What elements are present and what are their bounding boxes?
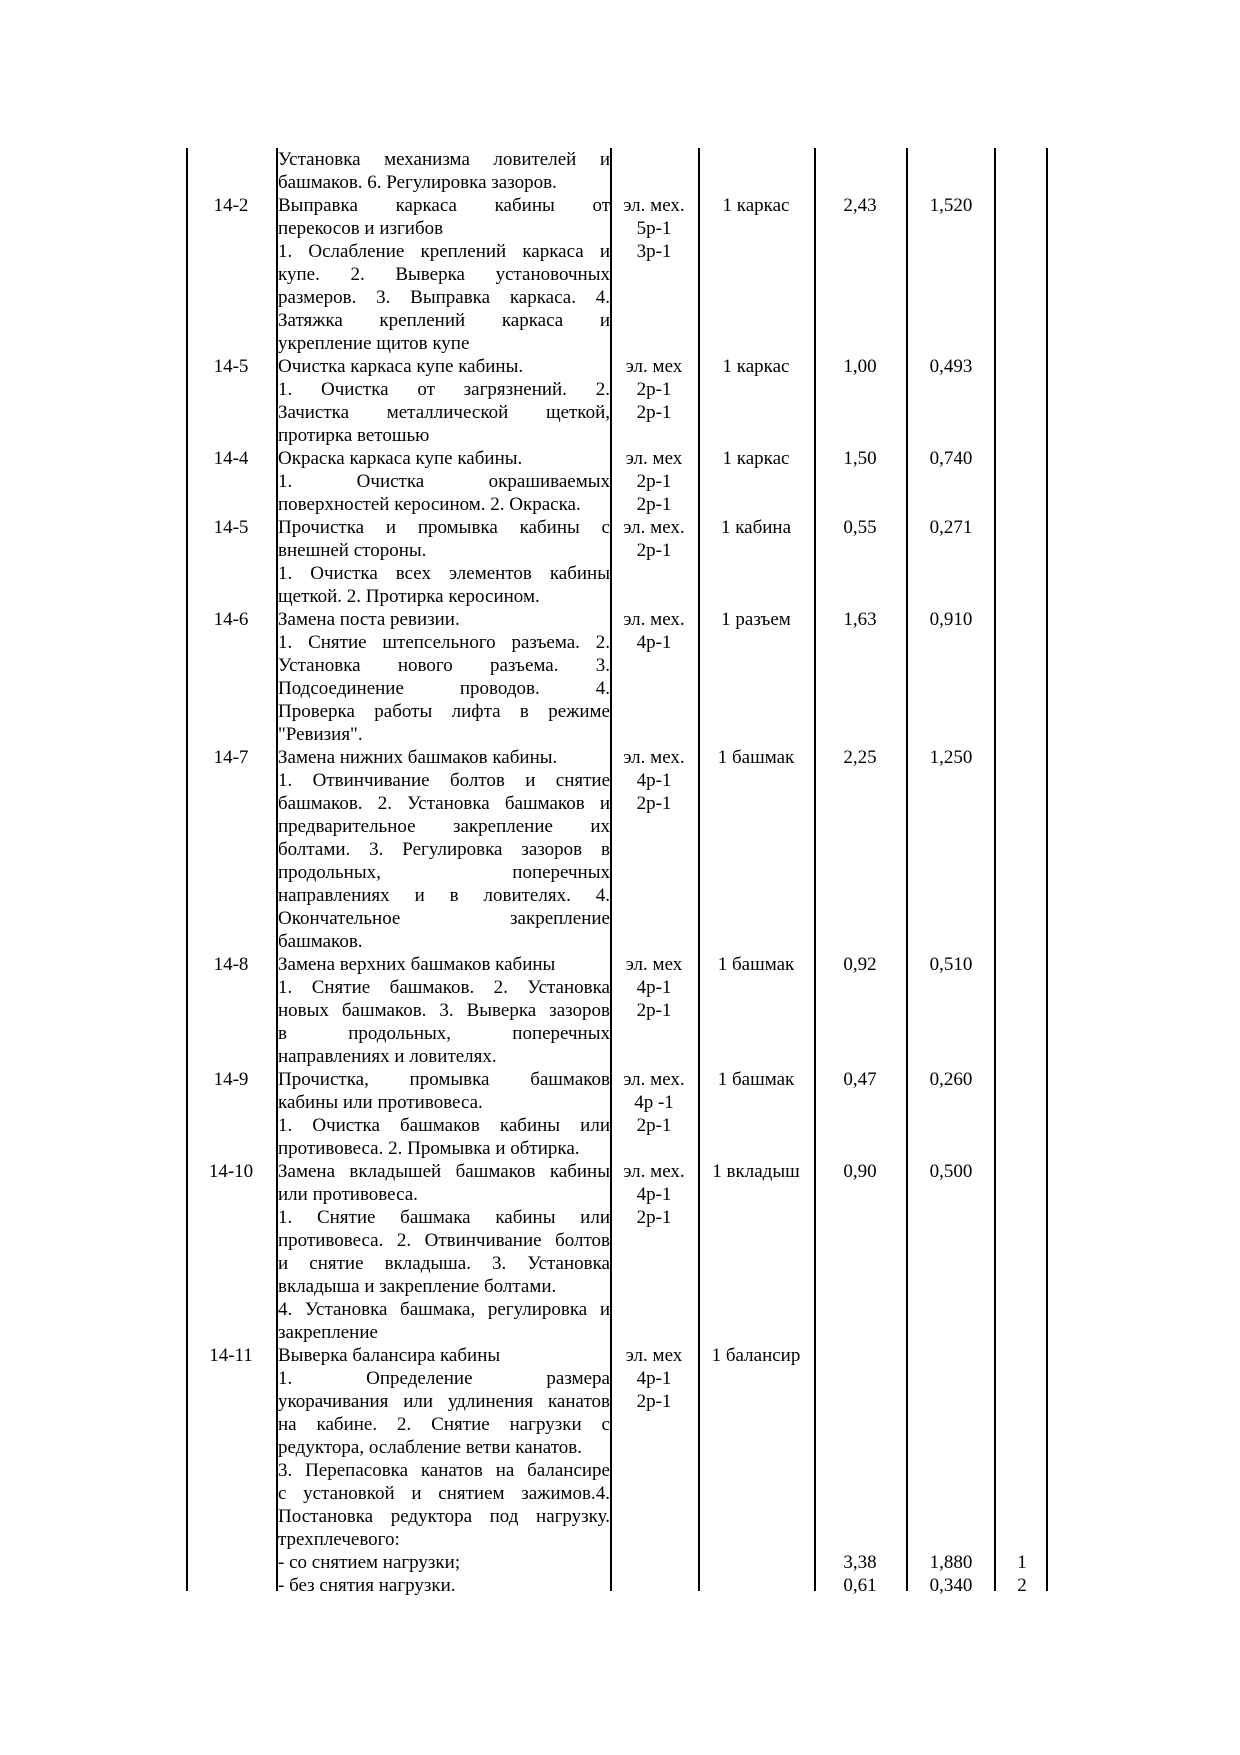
work-description	[278, 355, 610, 447]
work-description	[278, 1551, 610, 1574]
measure-unit: 1 башмак	[717, 954, 795, 975]
description-line: Затяжка креплений каркаса и	[278, 310, 610, 331]
description-line: Постановка редуктора под нагрузку.	[278, 1506, 610, 1527]
staffing-line: 4р-1	[636, 1184, 672, 1205]
description-line: на кабине. 2. Снятие нагрузки с	[278, 1414, 610, 1435]
time-norm: 0,92	[843, 954, 877, 975]
description-line: 1. Очистка башмаков кабины или	[278, 1115, 610, 1136]
time-norm: 3,38	[843, 1552, 877, 1573]
item-code: 14-11	[209, 1345, 253, 1366]
staffing	[610, 447, 698, 516]
measure-unit: 1 башмак	[717, 747, 795, 768]
description-line: Окончательное закрепление	[278, 908, 610, 929]
staffing-line: эл. мех.	[623, 609, 685, 630]
description-line: редуктора, ослабление ветви канатов.	[278, 1437, 583, 1458]
item-code: 14-10	[208, 1161, 254, 1182]
description-line: Зачистка металлической щеткой,	[278, 402, 610, 423]
staffing-line: 3р-1	[636, 241, 672, 262]
staffing-line: эл. мех	[625, 954, 683, 975]
description-line: направлениях и ловителях.	[278, 1046, 497, 1067]
measure-unit: 1 каркас	[722, 448, 790, 469]
time-norm: 1,00	[843, 356, 877, 377]
description-line: Замена нижних башмаков кабины.	[278, 747, 558, 768]
staffing-line: 4р-1	[636, 977, 672, 998]
column-rule	[1046, 148, 1048, 1591]
description-line: 1. Снятие штепсельного разъема. 2.	[278, 632, 610, 653]
description-line: 1. Очистка от загрязнений. 2.	[278, 379, 610, 400]
staffing-line: 4р-1	[636, 1368, 672, 1389]
item-code: 14-5	[213, 517, 249, 538]
staffing-line: 4р -1	[634, 1092, 674, 1113]
staffing-line: эл. мех	[625, 356, 683, 377]
description-line: Подсоединение проводов. 4.	[278, 678, 610, 699]
labor-norm: 0,271	[929, 517, 973, 538]
description-line: закрепление	[278, 1322, 378, 1343]
staffing-line: 2р-1	[636, 1115, 672, 1136]
description-line: вкладыша и закрепление болтами.	[278, 1276, 557, 1297]
description-line: Прочистка и промывка кабины с	[278, 517, 610, 538]
work-description	[278, 1068, 610, 1160]
staffing-line: 4р-1	[636, 770, 672, 791]
description-line: Выправка каркаса кабины от	[278, 195, 610, 216]
measure-unit: 1 кабина	[720, 517, 792, 538]
description-line: Выверка балансира кабины	[278, 1345, 501, 1366]
staffing-line: эл. мех.	[623, 517, 685, 538]
description-line: предварительное закрепление их	[278, 816, 610, 837]
staffing	[610, 953, 698, 1022]
item-code: 14-8	[213, 954, 249, 975]
description-line: с установкой и снятием зажимов.4.	[278, 1483, 610, 1504]
description-line: башмаков. 6. Регулировка зазоров.	[278, 172, 557, 193]
time-norm: 0,90	[843, 1161, 877, 1182]
labor-norm: 0,510	[929, 954, 973, 975]
staffing	[610, 746, 698, 815]
labor-norm: 1,880	[929, 1552, 973, 1573]
description-line: трехплечевого:	[278, 1529, 400, 1550]
time-norm: 0,55	[843, 517, 877, 538]
description-line: или противовеса.	[278, 1184, 418, 1205]
measure-unit: 1 балансир	[711, 1345, 801, 1366]
note-number: 2	[1017, 1575, 1027, 1596]
description-line: протирка ветошью	[278, 425, 430, 446]
description-line: 1. Ослабление креплений каркаса и	[278, 241, 610, 262]
work-description	[278, 148, 610, 194]
item-code: 14-2	[213, 195, 249, 216]
staffing	[610, 516, 698, 562]
description-line: 1. Снятие башмаков. 2. Установка	[278, 977, 610, 998]
work-description	[278, 1574, 610, 1597]
note-number: 1	[1017, 1552, 1027, 1573]
description-line: Проверка работы лифта в режиме	[278, 701, 610, 722]
description-line: болтами. 3. Регулировка зазоров в	[278, 839, 610, 860]
item-code: 14-4	[213, 448, 249, 469]
description-line: 4. Установка башмака, регулировка и	[278, 1299, 610, 1320]
staffing-line: 4р-1	[636, 632, 672, 653]
staffing-line: 2р-1	[636, 471, 672, 492]
staffing-line: 2р-1	[636, 1391, 672, 1412]
time-norm: 2,25	[843, 747, 877, 768]
measure-unit: 1 вкладыш	[712, 1161, 800, 1182]
description-line: Очистка каркаса купе кабины.	[278, 356, 524, 377]
description-line: поверхностей керосином. 2. Окраска.	[278, 494, 581, 515]
description-line: кабины или противовеса.	[278, 1092, 483, 1113]
description-line: Установка нового разъема. 3.	[278, 655, 610, 676]
work-description	[278, 608, 610, 746]
description-line: Замена поста ревизии.	[278, 609, 460, 630]
description-line: 1. Определение размера	[278, 1368, 610, 1389]
time-norm: 2,43	[843, 195, 877, 216]
staffing-line: эл. мех.	[623, 195, 685, 216]
description-line: направлениях и в ловителях. 4.	[278, 885, 610, 906]
description-line: - со снятием нагрузки;	[278, 1552, 461, 1573]
item-code: 14-9	[213, 1069, 249, 1090]
staffing-line: 2р-1	[636, 379, 672, 400]
work-description	[278, 1344, 610, 1551]
description-line: Прочистка, промывка башмаков	[278, 1069, 610, 1090]
staffing	[610, 1160, 698, 1229]
labor-norm: 0,260	[929, 1069, 973, 1090]
time-norm: 0,47	[843, 1069, 877, 1090]
description-line: Окраска каркаса купе кабины.	[278, 448, 523, 469]
description-line: башмаков.	[278, 931, 363, 952]
staffing	[610, 194, 698, 263]
description-line: размеров. 3. Выправка каркаса. 4.	[278, 287, 610, 308]
description-line: перекосов и изгибов	[278, 218, 444, 239]
item-code: 14-5	[213, 356, 249, 377]
staffing	[610, 608, 698, 654]
staffing-line: 2р-1	[636, 540, 672, 561]
description-line: противовеса. 2. Отвинчивание болтов	[278, 1230, 610, 1251]
measure-unit: 1 каркас	[722, 356, 790, 377]
description-line: Замена верхних башмаков кабины	[278, 954, 556, 975]
staffing-line: 2р-1	[636, 402, 672, 423]
description-line: 1. Очистка всех элементов кабины	[278, 563, 610, 584]
staffing	[610, 1344, 698, 1413]
measure-unit: 1 каркас	[722, 195, 790, 216]
measure-unit: 1 башмак	[717, 1069, 795, 1090]
description-line: башмаков. 2. Установка башмаков и	[278, 793, 610, 814]
staffing	[610, 1068, 698, 1137]
work-description	[278, 1160, 610, 1344]
staffing-line: эл. мех.	[623, 1161, 685, 1182]
description-line: внешней стороны.	[278, 540, 427, 561]
time-norm: 1,50	[843, 448, 877, 469]
description-line: 1. Очистка окрашиваемых	[278, 471, 610, 492]
labor-norm: 1,520	[929, 195, 973, 216]
time-norm: 0,61	[843, 1575, 877, 1596]
measure-unit: 1 разъем	[721, 609, 791, 630]
staffing-line: эл. мех	[625, 1345, 683, 1366]
work-description	[278, 746, 610, 953]
description-line: - без снятия нагрузки.	[278, 1575, 456, 1596]
staffing-line: 2р-1	[636, 793, 672, 814]
description-line: новых башмаков. 3. Выверка зазоров	[278, 1000, 610, 1021]
staffing-line: 2р-1	[636, 1207, 672, 1228]
description-line: 1. Отвинчивание болтов и снятие	[278, 770, 610, 791]
work-description	[278, 194, 610, 355]
staffing-line: эл. мех.	[623, 747, 685, 768]
work-description	[278, 953, 610, 1068]
staffing-line: 5р-1	[636, 218, 672, 239]
item-code: 14-6	[213, 609, 249, 630]
work-description	[278, 447, 610, 516]
description-line: купе. 2. Выверка установочных	[278, 264, 610, 285]
description-line: продольных, поперечных	[278, 862, 610, 883]
description-line: в продольных, поперечных	[278, 1023, 610, 1044]
staffing-line: эл. мех	[625, 448, 683, 469]
description-line: противовеса. 2. Промывка и обтирка.	[278, 1138, 580, 1159]
item-code: 14-7	[213, 747, 249, 768]
staffing	[610, 355, 698, 424]
description-line: 1. Снятие башмака кабины или	[278, 1207, 610, 1228]
work-description	[278, 516, 610, 608]
labor-norm: 0,500	[929, 1161, 973, 1182]
description-line: и снятие вкладыша. 3. Установка	[278, 1253, 610, 1274]
labor-norm: 1,250	[929, 747, 973, 768]
labor-norm: 0,493	[929, 356, 973, 377]
staffing-line: эл. мех.	[623, 1069, 685, 1090]
description-line: укрепление щитов купе	[278, 333, 470, 354]
description-line: "Ревизия".	[278, 724, 363, 745]
description-line: укорачивания или удлинения канатов	[278, 1391, 610, 1412]
labor-norm: 0,910	[929, 609, 973, 630]
description-line: Замена вкладышей башмаков кабины	[278, 1161, 610, 1182]
staffing-line: 2р-1	[636, 1000, 672, 1021]
description-line: 3. Перепасовка канатов на балансире	[278, 1460, 610, 1481]
description-line: Установка механизма ловителей и	[278, 149, 610, 170]
labor-norm: 0,740	[929, 448, 973, 469]
staffing-line: 2р-1	[636, 494, 672, 515]
description-line: щеткой. 2. Протирка керосином.	[278, 586, 540, 607]
time-norm: 1,63	[843, 609, 877, 630]
labor-norm: 0,340	[929, 1575, 973, 1596]
